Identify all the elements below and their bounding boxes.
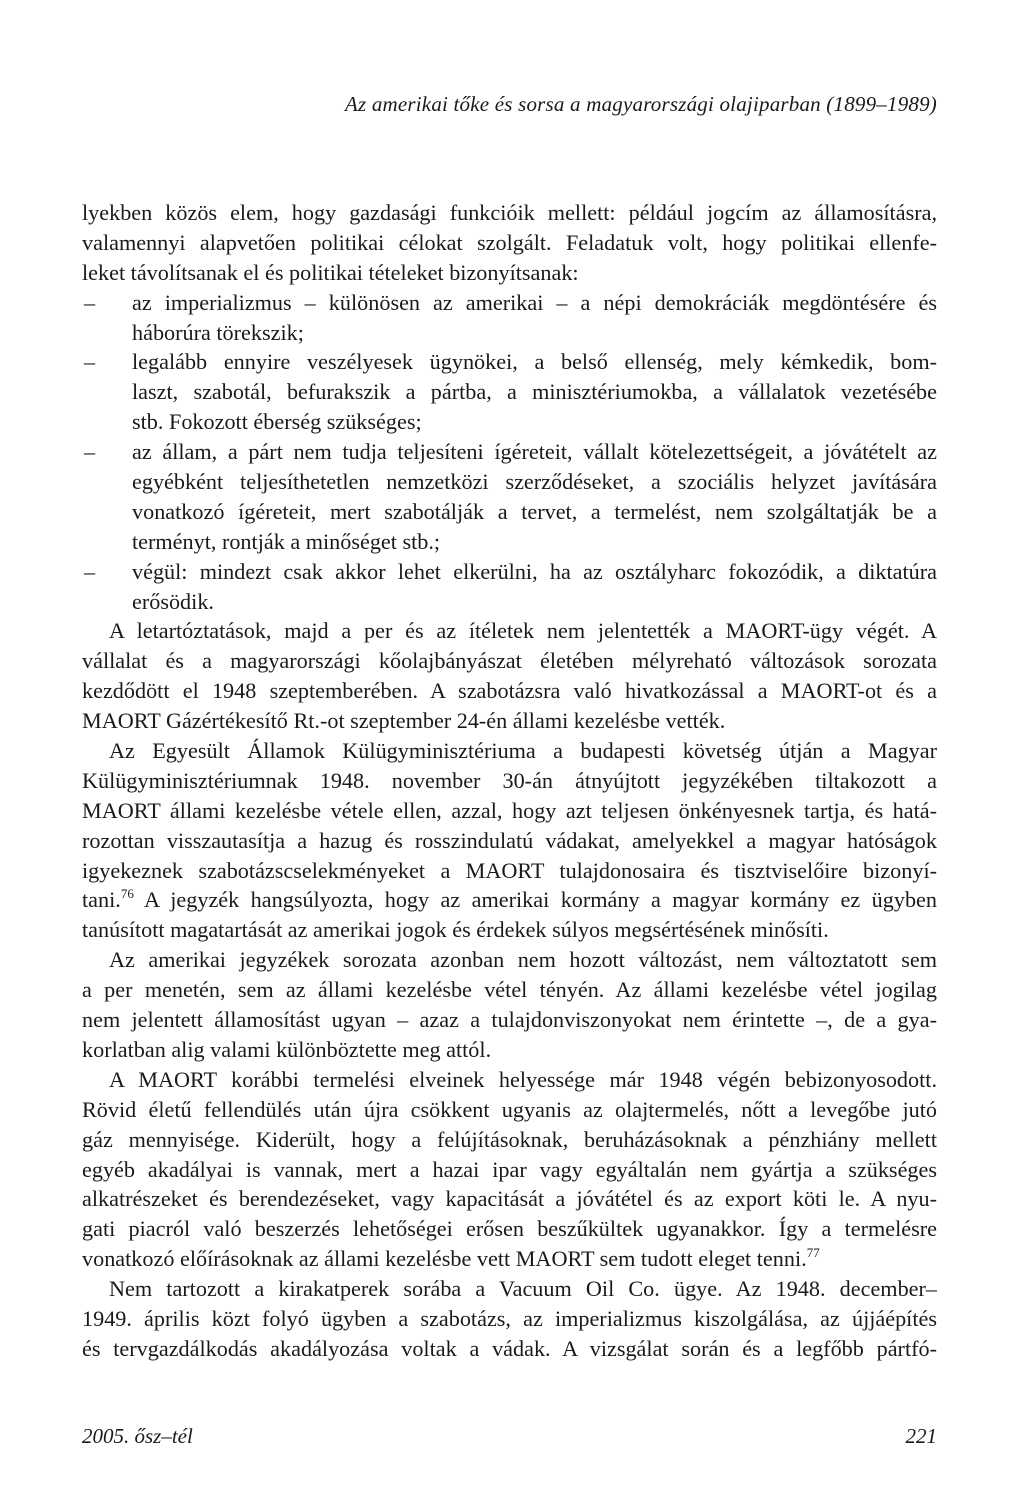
list-item-line <box>82 557 937 587</box>
list-item-line: terményt, rontják a minőséget stb.; <box>132 528 441 554</box>
text-line: igyekeznek szabotázscselekményeket a MAORT tulajdonosaira és tisztviselőire bizonyí- <box>82 857 937 883</box>
text-line: MAORT állami kezelésbe vétele ellen, azzal, hogy azt teljesen önkényesnek tartja, és hatá- <box>82 797 937 823</box>
text-line: egyéb akadályai is vannak, mert a hazai ipar vagy egyáltalán nem gyártja a szükséges <box>82 1156 937 1182</box>
list-item-line: stb. Fokozott éberség szükséges; <box>132 409 422 435</box>
list-item-line: egyébként teljesíthetetlen nemzetközi szerződéseket, a szociális helyzet javítására <box>132 469 937 495</box>
text-line: korlatban alig valami különböztette meg attól. <box>82 1036 492 1062</box>
list-dash: – <box>84 439 96 465</box>
text-line: Az Egyesült Államok Külügyminisztériuma a budapesti követség útján a Magyar <box>109 738 937 764</box>
text-line: Nem tartozott a kirakatperek sorába a Vacuum Oil Co. ügye. Az 1948. december– <box>109 1276 937 1302</box>
list-item <box>82 557 937 617</box>
list-item-line: háborúra törekszik; <box>132 319 304 345</box>
text-fragment: tani. <box>82 887 121 913</box>
text-line: valamennyi alapvetően politikai célokat szolgált. Feladatuk volt, hogy politikai ellenfe- <box>82 229 937 255</box>
text-line: nem jelentett államosítást ugyan – azaz a tulajdonviszonyokat nem érintette –, de a gya- <box>82 1007 937 1033</box>
text-line: gati piacról való beszerzés lehetőségei erősen beszűkültek ugyanakkor. Így a termelésre <box>82 1216 937 1242</box>
list-dash: – <box>84 289 96 315</box>
paragraph <box>82 1274 937 1364</box>
list-item-text: az imperializmus – különösen az amerikai – a népi demokráciák megdöntésére és <box>132 289 937 315</box>
text-line: MAORT Gázértékesítő Rt.-ot szeptember 24-én állami kezelésbe vették. <box>82 708 726 734</box>
text-line: alkatrészeket és berendezéseket, vagy kapacitását a jóvátétel és az export köti le. A nyu- <box>82 1186 937 1212</box>
text-line: kezdődött el 1948 szeptemberében. A szabotázsra való hivatkozással a MAORT-ot és a <box>82 678 937 704</box>
paragraph <box>82 1065 937 1274</box>
text-line: rozottan visszautasítja a hazug és rosszindulatú vádakat, amelyekkel a magyar hatóságok <box>82 827 937 853</box>
text-line: Rövid életű fellendülés után újra csökkent ugyanis az olajtermelés, nőtt a levegőbe jutó <box>82 1096 937 1122</box>
list-item-line: erősödik. <box>132 588 214 614</box>
text-line <box>82 885 937 915</box>
text-line: lyekben közös elem, hogy gazdasági funkcióik mellett: például jogcím az államosításra, <box>82 200 937 225</box>
page-number: 221 <box>905 1424 937 1448</box>
text-line: A letartóztatások, majd a per és az ítéletek nem jelentették a MAORT-ügy végét. A <box>109 618 937 644</box>
text-line: A MAORT korábbi termelési elveinek helyessége már 1948 végén bebizonyosodott. <box>109 1066 937 1092</box>
list-item-line <box>82 437 937 467</box>
paragraph <box>82 945 937 1065</box>
list-item-line <box>82 288 937 318</box>
text-line: a per menetén, sem az állami kezelésbe vétel tényén. Az állami kezelésbe vétel jogilag <box>82 977 937 1003</box>
text-line: 1949. április közt folyó ügyben a szabotázs, az imperializmus kiszolgálása, az újjáépítés <box>82 1305 937 1331</box>
list-dash: – <box>84 349 96 375</box>
text-line: vállalat és a magyarországi kőolajbányászat életében mélyreható változások sorozata <box>82 648 937 674</box>
list-item-line: vonatkozó ígéreteit, mert szabotálják a tervet, a termelést, nem szolgáltatják be a <box>132 498 937 524</box>
list-item <box>82 288 937 348</box>
main-text <box>82 198 937 1364</box>
text-line: tanúsított magatartását az amerikai jogok és érdekek súlyos megsértésének minősíti. <box>82 917 829 943</box>
issue-label: 2005. ősz–tél <box>82 1424 193 1448</box>
list-item-line: laszt, szabotál, befurakszik a pártba, a minisztériumokba, a vállalatok vezetésébe <box>132 379 937 405</box>
running-title: Az amerikai tőke és sorsa a magyarországi olajiparban (1899–1989) <box>344 92 937 116</box>
text-line: Külügyminisztériumnak 1948. november 30-án átnyújtott jegyzékében tiltakozott a <box>82 767 937 793</box>
text-line: és tervgazdálkodás akadályozása voltak a vádak. A vizsgálat során és a legfőbb pártfó- <box>82 1335 937 1361</box>
text-line: gáz mennyisége. Kiderült, hogy a felújításoknak, beruházásoknak a pénzhiány mellett <box>82 1126 937 1152</box>
paragraph <box>82 736 937 945</box>
list-item <box>82 437 937 557</box>
list-item-line <box>82 347 937 377</box>
paragraph <box>82 616 937 736</box>
list-item <box>82 347 937 437</box>
text-fragment: A jegyzék hangsúlyozta, hogy az amerikai kormány a magyar kormány ez ügyben <box>133 887 937 913</box>
list-item-text: végül: mindezt csak akkor lehet elkerülni, ha az osztályharc fokozódik, a diktatúra <box>132 558 937 584</box>
text-line <box>82 1244 937 1274</box>
list-dash: – <box>84 558 96 584</box>
text-line: Az amerikai jegyzékek sorozata azonban nem hozott változást, nem változtatott sem <box>109 947 937 973</box>
list-item-text: az állam, a párt nem tudja teljesíteni ígéreteit, vállalt kötelezettségeit, a jóvátételt az <box>132 439 937 465</box>
footnote-ref-76[interactable]: 76 <box>120 886 134 902</box>
list-item-text: legalább ennyire veszélyesek ügynökei, a belső ellenség, mely kémkedik, bom- <box>132 349 937 375</box>
text-fragment: vonatkozó előírásoknak az állami kezelésbe vett MAORT sem tudott eleget tenni. <box>82 1246 807 1272</box>
text-line: leket távolítsanak el és politikai tételeket bizonyítsanak: <box>82 259 579 285</box>
footnote-ref-77[interactable]: 77 <box>806 1245 820 1261</box>
